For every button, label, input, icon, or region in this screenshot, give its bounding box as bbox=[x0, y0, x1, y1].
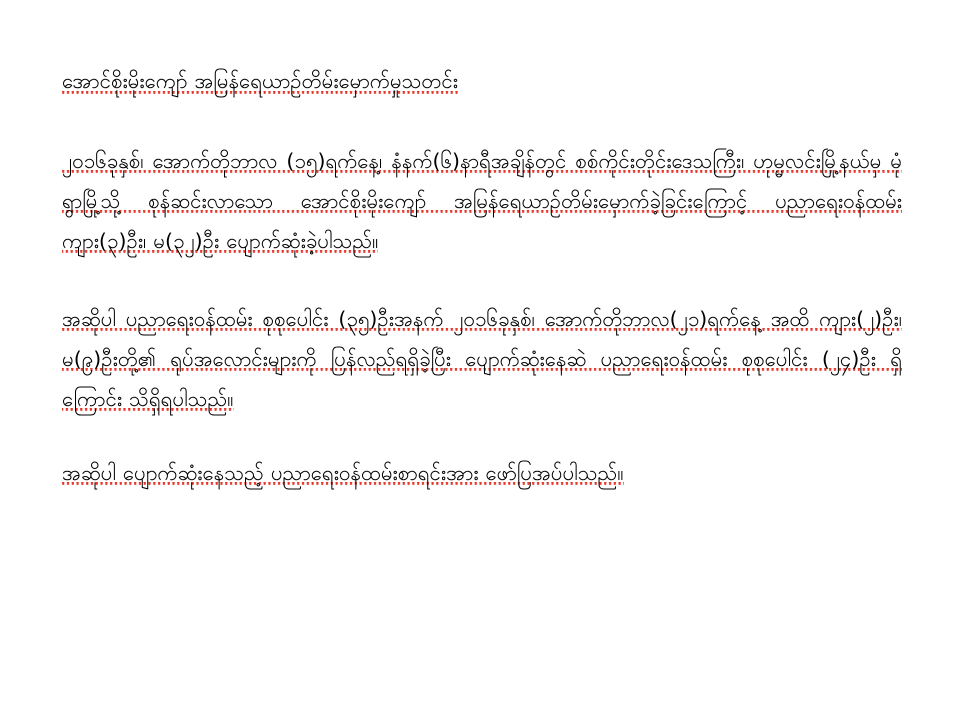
headline-text: အောင်စိုးမိုးကျော် အမြန်ရေယာဉ်တိမ်းမှောက်မှုသတင်း bbox=[62, 69, 458, 97]
document-body bbox=[62, 62, 902, 494]
recovery-details-text: အဆိုပါ ပညာရေးဝန်ထမ်း စုစုပေါင်း (၃၅)ဦးအနက် ၂၀၁၆ခုနှစ်၊ အောက်တိုဘာလ(၂၁)ရက်နေ့ အထိ ကျား(၂)ဦး၊ မ(၉)ဦးတို့၏ ရုပ်အလောင်းများကို ပြန်လည်ရရှိခဲ့ပြီး ပျောက်ဆုံးနေဆဲ ပညာရေးဝန်ထမ်း စုစုပေါင်း (၂၄)ဦး ရှိကြောင်း သိရှိရပါသည်။ bbox=[62, 307, 902, 415]
list-intro-text: အဆိုပါ ပျောက်ဆုံးနေသည့် ပညာရေးဝန်ထမ်းစာရင်းအား ဖော်ပြအပ်ပါသည်။ bbox=[62, 461, 624, 489]
paragraph-list-intro bbox=[62, 454, 902, 494]
incident-details-text: ၂၀၁၆ခုနှစ်၊ အောက်တိုဘာလ (၁၅)ရက်နေ့၊ နံနက်(၆)နာရီအချိန်တွင် စစ်ကိုင်းတိုင်းဒေသကြီး၊ ဟုမ္မလင်းမြို့နယ်မှ မုံရွာမြို့သို့ စုန်ဆင်းလာသော အောင်စိုးမိုးကျော် အမြန်ရေယာဉ်တိမ်းမှောက်ခဲ့ခြင်းကြောင့် ပညာရေးဝန်ထမ်း ကျား(၃)ဦး၊ မ(၃၂)ဦး ပျောက်ဆုံးခဲ့ပါသည်။ bbox=[62, 149, 902, 257]
paragraph-recovery-details bbox=[62, 300, 902, 420]
paragraph-headline bbox=[62, 62, 902, 102]
paragraph-incident-details bbox=[62, 142, 902, 262]
